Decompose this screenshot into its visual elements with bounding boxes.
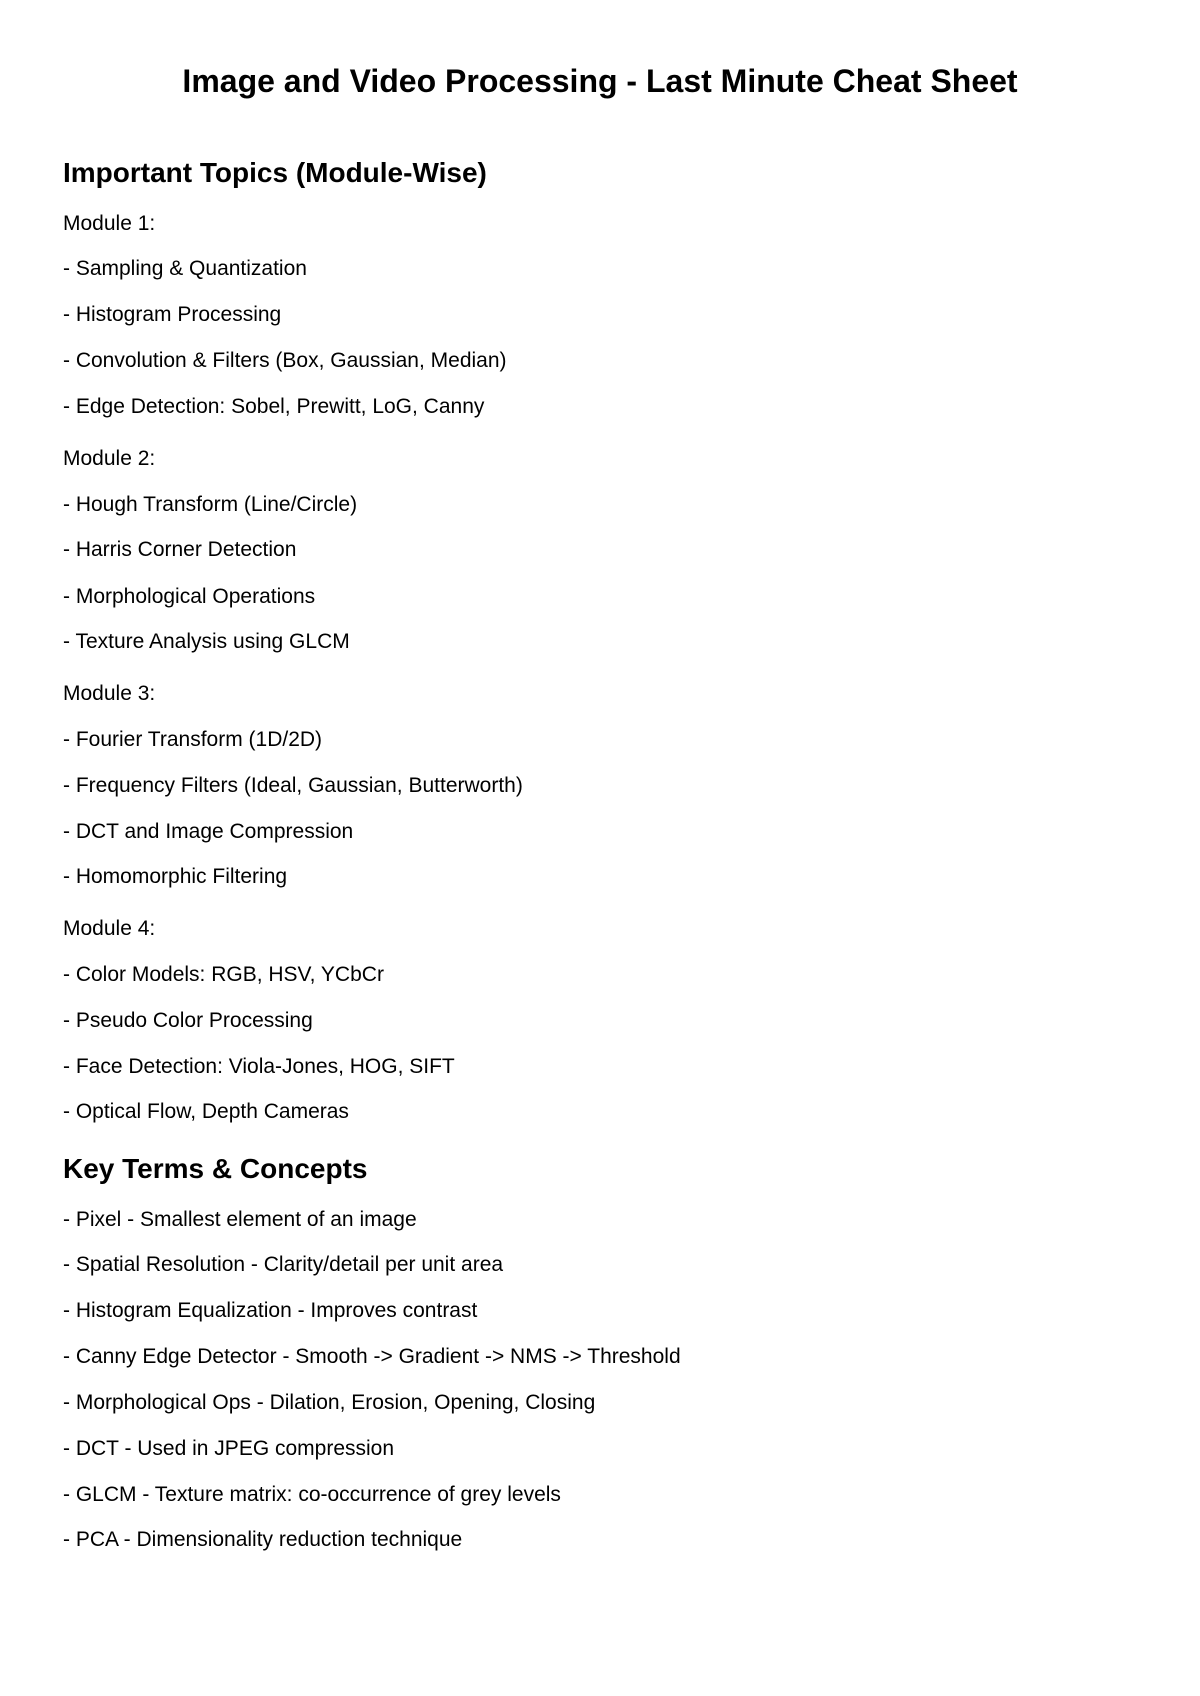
list-item: - Harris Corner Detection [63,538,297,561]
list-item: - Fourier Transform (1D/2D) [63,728,323,751]
list-item: - Pseudo Color Processing [63,1009,313,1032]
section-heading-important-topics: Important Topics (Module-Wise) [63,157,487,188]
list-item: - Morphological Operations [63,585,316,608]
module-label: Module 2: [63,447,156,470]
list-item: - Face Detection: Viola-Jones, HOG, SIFT [63,1055,455,1078]
list-item: - Edge Detection: Sobel, Prewitt, LoG, Canny [63,395,485,418]
list-item: - Frequency Filters (Ideal, Gaussian, Butterworth) [63,774,523,797]
list-item: - DCT and Image Compression [63,820,354,843]
list-item: - Canny Edge Detector - Smooth -> Gradient -> NMS -> Threshold [63,1345,681,1368]
list-item: - Texture Analysis using GLCM [63,630,350,653]
list-item: - Histogram Equalization - Improves contrast [63,1299,478,1322]
list-item: - Homomorphic Filtering [63,865,288,888]
list-item: - Morphological Ops - Dilation, Erosion, Opening, Closing [63,1391,596,1414]
list-item: - Optical Flow, Depth Cameras [63,1100,349,1123]
list-item: - Convolution & Filters (Box, Gaussian, Median) [63,349,507,372]
module-label: Module 4: [63,917,156,940]
module-label: Module 1: [63,212,156,235]
section-heading-key-terms: Key Terms & Concepts [63,1153,368,1184]
document-title: Image and Video Processing - Last Minute Cheat Sheet [182,63,1018,99]
module-label: Module 3: [63,682,156,705]
list-item: - Color Models: RGB, HSV, YCbCr [63,963,384,986]
list-item: - Hough Transform (Line/Circle) [63,493,358,516]
list-item: - PCA - Dimensionality reduction technique [63,1528,463,1551]
list-item: - Pixel - Smallest element of an image [63,1208,417,1231]
list-item: - GLCM - Texture matrix: co-occurrence of grey levels [63,1483,561,1506]
list-item: - Sampling & Quantization [63,257,307,280]
list-item: - DCT - Used in JPEG compression [63,1437,395,1460]
list-item: - Spatial Resolution - Clarity/detail per unit area [63,1253,504,1276]
list-item: - Histogram Processing [63,303,282,326]
